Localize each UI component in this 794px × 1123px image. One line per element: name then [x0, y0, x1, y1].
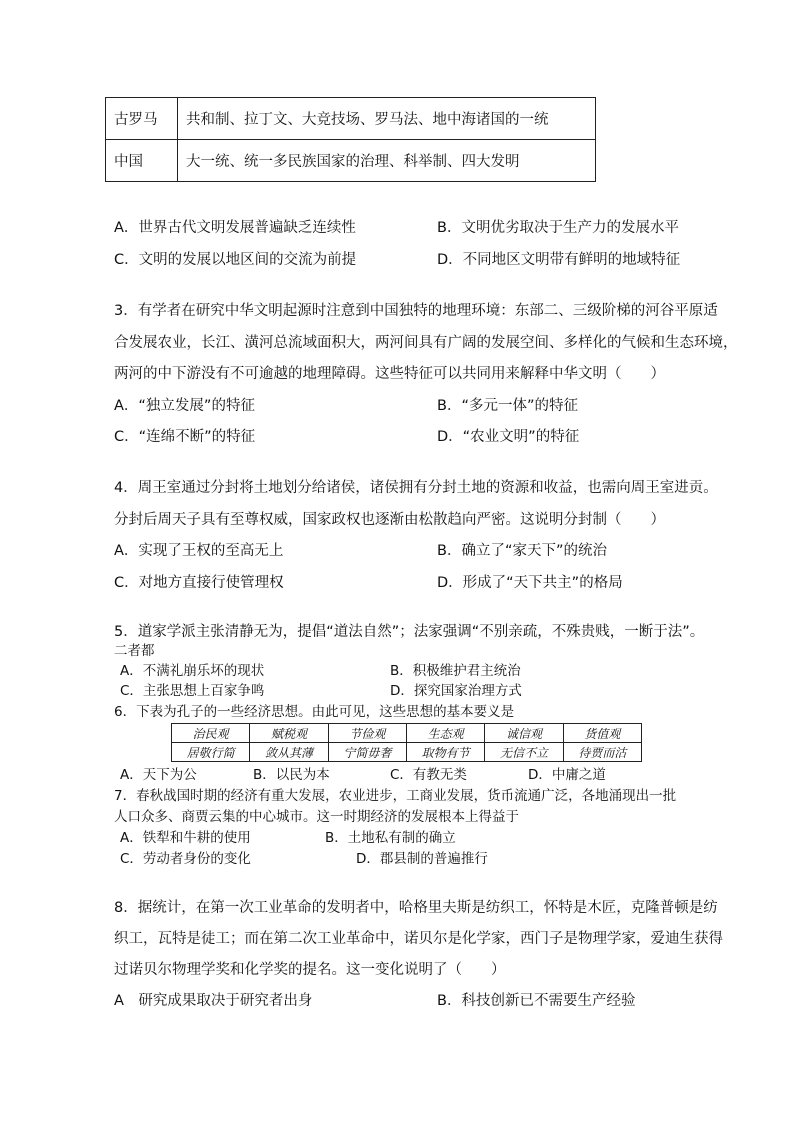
q5-option-d: D．探究国家治理方式 — [390, 683, 522, 699]
table-header-cell: 节俭观 — [328, 724, 406, 743]
q2-option-b: B．文明优劣取决于生产力的发展水平 — [437, 220, 679, 236]
table-cell: 无信不立 — [485, 743, 563, 762]
q5-option-b: B．积极维护君主统治 — [390, 663, 521, 679]
table-cell: 大一统、统一多民族国家的治理、科举制、四大发明 — [178, 140, 596, 182]
q7-option-d: D．郡县制的普遍推行 — [356, 851, 488, 867]
table-row — [172, 743, 642, 762]
table-cell: 待贾而沽 — [563, 743, 641, 762]
table-cell: 宁简毋奢 — [328, 743, 406, 762]
q2-option-d: D．不同地区文明带有鲜明的地域特征 — [437, 252, 681, 268]
confucius-economics-table — [171, 723, 642, 762]
q3-option-d: D．“农业文明”的特征 — [437, 429, 580, 445]
q4-stem-line: 分封后周天子具有至尊权威，国家政权也逐渐由松散趋向严密。这说明分封制（ ） — [114, 512, 665, 528]
q6-option-b: B．以民为本 — [253, 767, 330, 783]
table-cell: 共和制、拉丁文、大竞技场、罗马法、地中海诸国的一统 — [178, 98, 596, 140]
q7-option-c: C．劳动者身份的变化 — [120, 851, 251, 867]
q8-stem-line: 织工，瓦特是徒工；而在第二次工业革命中，诺贝尔是化学家，西门子是物理学家，爱迪生获得 — [114, 931, 723, 947]
q4-option-a: A．实现了王权的至高无上 — [114, 543, 284, 559]
q8-stem-line: 8．据统计，在第一次工业革命的发明者中，哈格里夫斯是纺织工，怀特是木匠，克隆普顿是纺 — [114, 900, 718, 916]
q7-option-a: A．铁犁和牛耕的使用 — [120, 830, 251, 846]
table-cell: 古罗马 — [106, 98, 178, 140]
q4-option-b: B．确立了“家天下”的统治 — [437, 543, 607, 559]
q3-option-a: A．“独立发展”的特征 — [114, 398, 255, 414]
q6-option-d: D．中庸之道 — [528, 767, 606, 783]
table-header-cell: 诚信观 — [485, 724, 563, 743]
q5-stem-line: 二者都 — [114, 643, 155, 659]
q7-stem-line: 7．春秋战国时期的经济有重大发展，农业进步，工商业发展，货币流通广泛，各地涌现出一批 — [114, 788, 677, 804]
q3-option-b: B．“多元一体”的特征 — [437, 398, 578, 414]
table-header-cell: 货值观 — [563, 724, 641, 743]
q3-option-c: C．“连绵不断”的特征 — [114, 429, 256, 445]
table-cell: 居敬行简 — [172, 743, 250, 762]
q6-option-a: A．天下为公 — [120, 767, 197, 783]
q7-option-b: B．土地私有制的确立 — [325, 830, 456, 846]
q5-option-a: A．不满礼崩乐坏的现状 — [120, 663, 265, 679]
q4-option-d: D．形成了“天下共主”的格局 — [437, 575, 623, 591]
table-cell: 取物有节 — [406, 743, 484, 762]
q7-stem-line: 人口众多、商贾云集的中心城市。这一时期经济的发展根本上得益于 — [114, 809, 519, 825]
table-row — [106, 98, 596, 140]
q3-stem-line: 合发展农业，长江、潢河总流域面积大，两河间具有广阔的发展空间、多样化的气候和生态环境， — [114, 335, 738, 351]
q3-stem-line: 两河的中下游没有不可逾越的地理障碍。这些特征可以共同用来解释中华文明（ ） — [114, 366, 665, 382]
table-cell: 中国 — [106, 140, 178, 182]
table-row — [106, 140, 596, 182]
q3-stem-line: 3．有学者在研究中华文明起源时注意到中国独特的地理环境：东部二、三级阶梯的河谷平原适 — [114, 303, 718, 319]
q6-stem: 6．下表为孔子的一些经济思想。由此可见，这些思想的基本要义是 — [114, 704, 515, 720]
q4-stem-line: 4．周王室通过分封将土地划分给诸侯，诸侯拥有分封土地的资源和收益，也需向周王室进贡。 — [114, 480, 718, 496]
table-header-cell: 生态观 — [406, 724, 484, 743]
q2-option-a: A．世界古代文明发展普遍缺乏连续性 — [114, 220, 356, 236]
q8-option-b: B．科技创新已不需要生产经验 — [437, 993, 636, 1009]
q5-stem-line: 5．道家学派主张清静无为，提倡“道法自然”；法家强调“不别亲疏，不殊贵贱，一断于法”。 — [114, 624, 705, 640]
table-row — [172, 724, 642, 743]
q4-option-c: C．对地方直接行使管理权 — [114, 575, 284, 591]
table-cell: 敛从其薄 — [250, 743, 328, 762]
q8-option-a: A 研究成果取决于研究者出身 — [114, 993, 313, 1009]
q2-option-c: C．文明的发展以地区间的交流为前提 — [114, 252, 357, 268]
q8-stem-line: 过诺贝尔物理学奖和化学奖的提名。这一变化说明了（ ） — [114, 962, 506, 978]
table-header-cell: 治民观 — [172, 724, 250, 743]
q6-option-c: C．有教无类 — [390, 767, 467, 783]
q5-option-c: C．主张思想上百家争鸣 — [120, 683, 265, 699]
table-header-cell: 赋税观 — [250, 724, 328, 743]
civilization-table — [105, 97, 596, 182]
